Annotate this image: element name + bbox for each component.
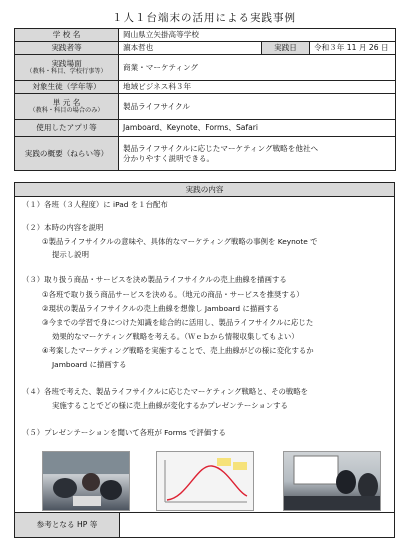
content-step-2-detail: ①製品ライフサイクルの意味や、具体的なマーケティング戦略の事例を Keynote で — [42, 237, 318, 246]
content-step-4-cont: 実施することでどの様に売上曲線が変化するかプレゼンテーションする — [52, 401, 288, 410]
scene-row — [15, 55, 396, 81]
content-step-1: （１）各班（３人程度）に iPad を１台配布 — [22, 200, 168, 209]
content-step-3-item-4: ④考案したマーケティング戦略を実施することで、売上曲線がどの様に変化するか — [42, 346, 314, 355]
overview-value — [119, 137, 396, 171]
unit-label: 単 元 名 — [52, 97, 81, 107]
jamboard-curve-graphic — [157, 452, 253, 510]
reference-label: 参考となる HP 等 — [15, 513, 120, 537]
overview-line-2: 分かりやすく説明できる。 — [123, 153, 215, 163]
classroom-photo-2-graphic — [284, 452, 380, 510]
document-title: １人１台端末の活用による実践事例 — [112, 12, 296, 24]
content-heading: 実践の内容 — [14, 182, 395, 197]
content-step-4: （４）各班で考えた、製品ライフサイクルに応じたマーケティング戦略と、その戦略を — [22, 387, 309, 396]
content-step-3-item-3: ③今までの学習で身につけた知識を総合的に活用し、製品ライフサイクルに応じた — [42, 318, 314, 327]
classroom-photo-1-graphic — [43, 452, 129, 510]
unit-sublabel: （教科・科目の場合のみ） — [29, 107, 104, 115]
apps-value: Jamboard、Keynote、Forms、Safari — [119, 120, 396, 137]
school-row — [15, 29, 396, 42]
content-step-3-item-3-cont: 効果的なマーケティング戦略を考える。（Ｗｅｂから情報収集してもよい） — [52, 332, 299, 341]
school-value: 岡山県立矢掛高等学校 — [119, 29, 396, 42]
jamboard-screenshot — [156, 451, 254, 511]
reference-row — [14, 512, 395, 538]
overview-row — [15, 137, 396, 171]
overview-label: 実践の概要（ねらい等） — [15, 137, 119, 171]
classroom-photo-2 — [283, 451, 381, 511]
date-label: 実践日 — [262, 42, 310, 55]
content-step-3-item-2: ②現状の製品ライフサイクルの売上曲線を想像し Jamboard に描画する — [42, 304, 280, 313]
scene-label: 実践場面 — [51, 58, 82, 68]
target-row — [15, 81, 396, 94]
scene-sublabel: （教科・科目、学校行事等） — [26, 68, 107, 76]
classroom-photo-1 — [42, 451, 130, 511]
date-value: 令和３年 11 月 26 日 — [310, 42, 396, 55]
unit-label-cell — [15, 94, 119, 120]
content-step-5: （５）プレゼンテーションを聞いて各班が Forms で評価する — [22, 428, 226, 437]
scene-value: 商業・マーケティング — [119, 55, 396, 81]
content-step-3-item-4-cont: Jamboard に描画する — [52, 360, 127, 369]
teacher-value: 濵本哲也 — [119, 42, 262, 55]
teacher-label: 実践者等 — [15, 42, 119, 55]
apps-label: 使用したアプリ等 — [15, 120, 119, 137]
unit-row — [15, 94, 396, 120]
content-step-2-detail-cont: 提示し説明 — [52, 250, 89, 259]
target-label: 対象生徒（学年等） — [15, 81, 119, 94]
content-step-2: （２）本時の内容を説明 — [22, 223, 104, 232]
unit-value: 製品ライフサイクル — [119, 94, 396, 120]
content-step-3: （３）取り扱う商品・サービスを決め製品ライフサイクルの売上曲線を描画する — [22, 275, 287, 284]
apps-row — [15, 120, 396, 137]
overview-line-1: 製品ライフサイクルに応じたマーケティング戦略を他社へ — [123, 144, 319, 154]
school-label: 学 校 名 — [15, 29, 119, 42]
target-value: 地域ビジネス科３年 — [119, 81, 396, 94]
scene-label-cell — [15, 55, 119, 81]
meta-table — [14, 28, 396, 171]
content-step-3-item-1: ①各班で取り扱う商品サービスを決める。（地元の商品・サービスを推奨する） — [42, 290, 304, 299]
teacher-row — [15, 42, 396, 55]
